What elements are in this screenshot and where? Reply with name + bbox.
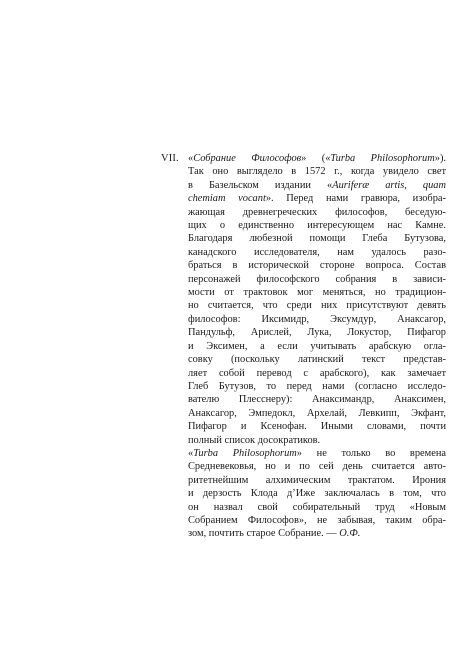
text-run: в Базельском издании «: [188, 179, 333, 191]
text-line: [188, 407, 446, 420]
text-run: вателю Плесснеру): Анаксимандр, Анаксимен,: [188, 394, 446, 406]
footnote-paragraph-1: [188, 152, 446, 447]
text-line: [188, 219, 446, 232]
text-line: [188, 326, 446, 339]
italic-text-run: Turba Philosophorum: [193, 447, 297, 459]
text-run: и Эксимен, а если учитывать арабскую огла-: [188, 340, 446, 352]
text-run: он назвал свой собирательный труд «Новым: [188, 501, 446, 513]
text-line: [188, 299, 446, 312]
text-run: совку (поскольку латинский текст представ-: [188, 354, 446, 366]
text-run: » не только во времена: [296, 447, 446, 459]
text-run: ляет собой перевод с арабского), как замечает: [188, 367, 446, 379]
text-run: Пандульф, Арислей, Лука, Локустор, Пифагор: [188, 327, 446, 339]
text-line: [188, 206, 446, 219]
footnote-number: VII.: [161, 153, 179, 164]
footnote-block: [161, 152, 447, 541]
text-run: щих о единственно интересующем нас Камне.: [188, 220, 446, 232]
text-run: мости от трактовок мог меняться, но традицион-: [188, 287, 446, 299]
text-run: Собранием Философов», не забывая, таким обра-: [188, 514, 446, 526]
text-line: [188, 367, 446, 380]
text-run: » («: [301, 153, 331, 164]
text-line: [188, 434, 446, 447]
text-line: [188, 527, 446, 540]
text-run: «: [188, 153, 194, 164]
italic-text-run: Собрание Философов: [193, 153, 302, 164]
text-run: философов: Иксимидр, Эксумдур, Анаксагор,: [188, 313, 446, 325]
text-run: Пифагор и Ксенофан. Иными словами, почти: [188, 421, 446, 433]
text-run: Анаксагор, Эмпедокл, Архелай, Левкипп, Экфант,: [188, 407, 446, 419]
text-run: персонажей философского собрания в зависи-: [188, 273, 446, 285]
text-line: [188, 259, 446, 272]
text-run: Глеб Бутузов, то перед нами (согласно исследо-: [188, 380, 446, 392]
text-run: ритетнейшим алхимическим трактатом. Ирония: [188, 474, 446, 486]
text-line: [188, 447, 446, 460]
italic-text-run: chemiam vocant: [188, 193, 266, 205]
italic-text-run: О.Ф.: [339, 528, 361, 540]
text-line: [188, 152, 446, 165]
text-run: Средневековья, но и по сей день считается авто-: [188, 461, 446, 473]
text-line: [188, 380, 446, 393]
text-line: [188, 286, 446, 299]
italic-text-run: Auriferæ artis, quam: [332, 179, 446, 191]
text-run: канадского исследователя, нам удалось разо-: [188, 246, 446, 258]
text-run: «: [188, 447, 194, 459]
text-line: [188, 246, 446, 259]
text-line: [188, 165, 446, 178]
text-line: [188, 340, 446, 353]
text-line: [188, 420, 446, 433]
text-line: [188, 487, 446, 500]
text-run: Благодаря любезной помощи Глеба Бутузова,: [188, 233, 446, 245]
text-run: зом, почтить старое Собрание. —: [188, 528, 340, 540]
text-run: Так оно выглядело в 1572 г., когда увидело свет: [188, 166, 446, 178]
text-run: жающая древнегреческих философов, беседую-: [188, 206, 446, 218]
text-line: [188, 460, 446, 473]
text-run: браться в исторической стороне вопроса. Состав: [188, 260, 446, 272]
text-line: [188, 514, 446, 527]
text-run: но считается, что среди них присутствуют девять: [188, 300, 446, 312]
text-line: [188, 353, 446, 366]
text-line: [188, 179, 446, 192]
text-line: [188, 393, 446, 406]
text-line: [188, 232, 446, 245]
text-line: [188, 273, 446, 286]
footnote-paragraph-2: [188, 447, 446, 541]
text-line: [188, 192, 446, 205]
text-line: [188, 474, 446, 487]
text-run: полный список досократиков.: [188, 434, 321, 446]
text-line: [188, 501, 446, 514]
text-run: ». Перед нами гравюра, изобра-: [265, 193, 446, 205]
italic-text-run: Turba Philosophorum: [330, 153, 435, 164]
text-run: и дерзость Клода д’Ижe заключалась в том, что: [188, 488, 446, 500]
text-line: [188, 313, 446, 326]
text-run: »).: [434, 153, 447, 164]
